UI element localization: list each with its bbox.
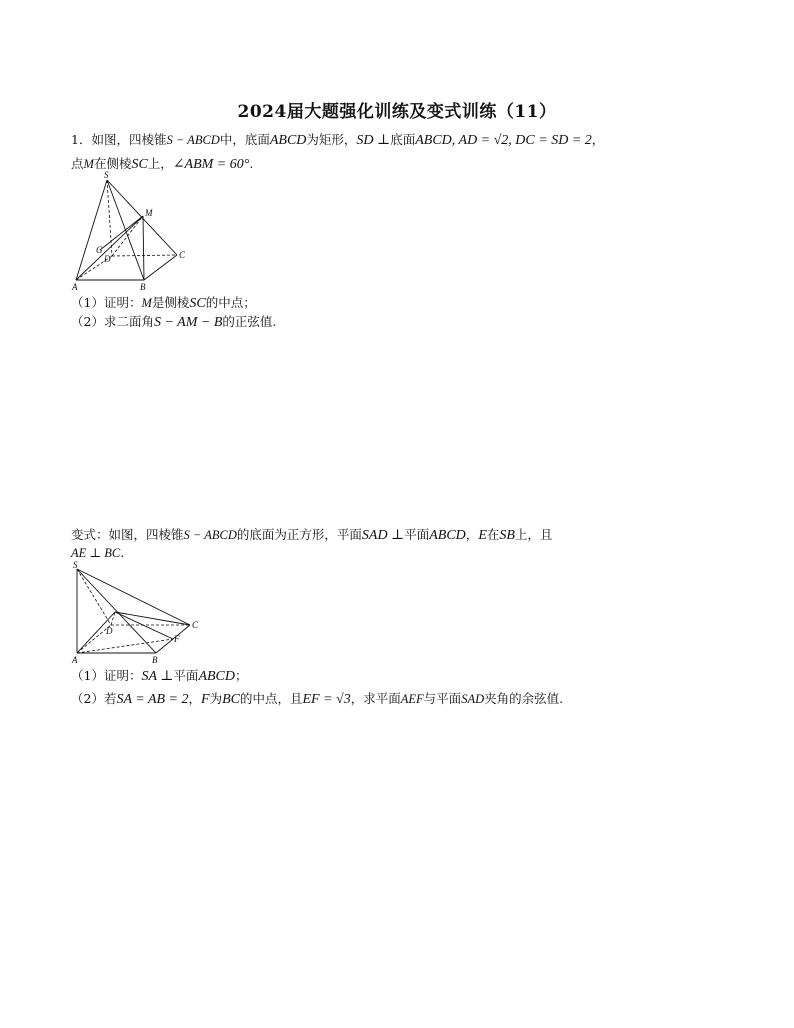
text: 在侧棱 — [93, 156, 132, 171]
segment-DM-hidden — [112, 216, 143, 256]
math: ABCD — [198, 669, 235, 684]
text: 1．如图，四棱锥 — [71, 132, 167, 147]
text: （2）若 — [71, 691, 117, 706]
vertex-label-C: C — [179, 250, 186, 260]
vertex-label-A: A — [72, 282, 78, 292]
variant-question1 — [71, 668, 248, 685]
vertex-label-D: D — [106, 626, 113, 636]
text: 的底面为正方形，平面 — [236, 527, 362, 542]
text: 平面 — [173, 668, 199, 683]
vertex-label-B: B — [152, 655, 158, 665]
math: ABCD, AD = √2, DC = SD = 2 — [415, 133, 592, 148]
text: 为 — [209, 691, 223, 706]
text: （1）证明： — [71, 295, 142, 310]
math: SAD — [461, 692, 485, 706]
math: AE ⊥ BC — [71, 546, 121, 560]
math: SB — [499, 528, 515, 543]
text: ， — [188, 691, 202, 706]
vertex-label-G: G — [96, 245, 103, 255]
text: 夹角的余弦值. — [484, 691, 564, 706]
text: 底面 — [390, 132, 416, 147]
edge-BC — [144, 255, 177, 280]
text: 的正弦值. — [222, 314, 277, 329]
segment-EF — [115, 612, 173, 639]
math: SA ⊥ — [141, 669, 174, 684]
text: 为矩形， — [306, 132, 357, 147]
text: ， — [591, 132, 605, 147]
text: （2）求二面角 — [71, 314, 154, 329]
vertex-label-D: D — [104, 254, 111, 264]
math: ABCD — [269, 133, 307, 148]
text: 的中点，且 — [239, 691, 303, 706]
vertex-label-A: A — [72, 655, 78, 665]
math: SD ⊥ — [356, 133, 391, 148]
text: （1）证明： — [71, 668, 142, 683]
variant-statement-line2 — [71, 545, 124, 561]
text: 上， — [147, 156, 173, 171]
math: EF = √3 — [302, 692, 351, 707]
text: . — [120, 545, 125, 560]
text: 的中点； — [205, 295, 256, 310]
math: SAD ⊥ — [361, 528, 405, 543]
problem1-question1 — [71, 295, 256, 312]
math: M — [141, 296, 152, 310]
variant-statement-line1 — [71, 527, 552, 544]
text: 在 — [486, 527, 500, 542]
math: M — [83, 157, 94, 171]
problem1-statement-line1 — [71, 132, 604, 149]
text: . — [249, 156, 254, 171]
math: SC — [131, 157, 148, 172]
text: 变式：如图，四棱锥 — [71, 527, 184, 542]
text: 中，底面 — [219, 132, 270, 147]
math: S − ABCD — [183, 528, 237, 542]
text: 上，且 — [514, 527, 553, 542]
text: ，求平面 — [350, 691, 401, 706]
text: 是侧棱 — [151, 295, 190, 310]
problem1-question2 — [71, 314, 276, 331]
segment-GM — [100, 216, 143, 250]
vertex-label-F: F — [174, 634, 180, 644]
math: ABCD — [429, 528, 466, 543]
math: F — [201, 692, 210, 707]
vertex-label-S: S — [73, 560, 78, 570]
math: SC — [189, 296, 206, 311]
math: ∠ABM = 60° — [172, 157, 250, 172]
vertex-label-S: S — [104, 170, 109, 180]
text: 与平面 — [423, 691, 462, 706]
segment-EC — [115, 612, 190, 625]
variant-pyramid-figure — [68, 560, 208, 670]
text: ， — [465, 527, 479, 542]
math: SA = AB = 2 — [116, 692, 189, 707]
math: BC — [222, 692, 240, 707]
vertex-label-B: B — [140, 282, 146, 292]
vertex-label-C: C — [192, 620, 199, 630]
math: AEF — [400, 692, 424, 706]
text: 点 — [71, 156, 84, 171]
text: ； — [235, 668, 248, 683]
text: 平面 — [404, 527, 430, 542]
math: E — [478, 528, 487, 543]
math: S − ABCD — [166, 133, 220, 147]
math: S − AM − B — [153, 315, 223, 330]
segment-BM — [143, 216, 144, 280]
page-title: 2024届大题强化训练及变式训练（11） — [237, 102, 557, 122]
edge-DC-hidden — [112, 255, 177, 256]
problem1-pyramid-figure — [70, 170, 190, 295]
variant-question2 — [71, 691, 563, 708]
vertex-label-M: M — [145, 208, 153, 218]
